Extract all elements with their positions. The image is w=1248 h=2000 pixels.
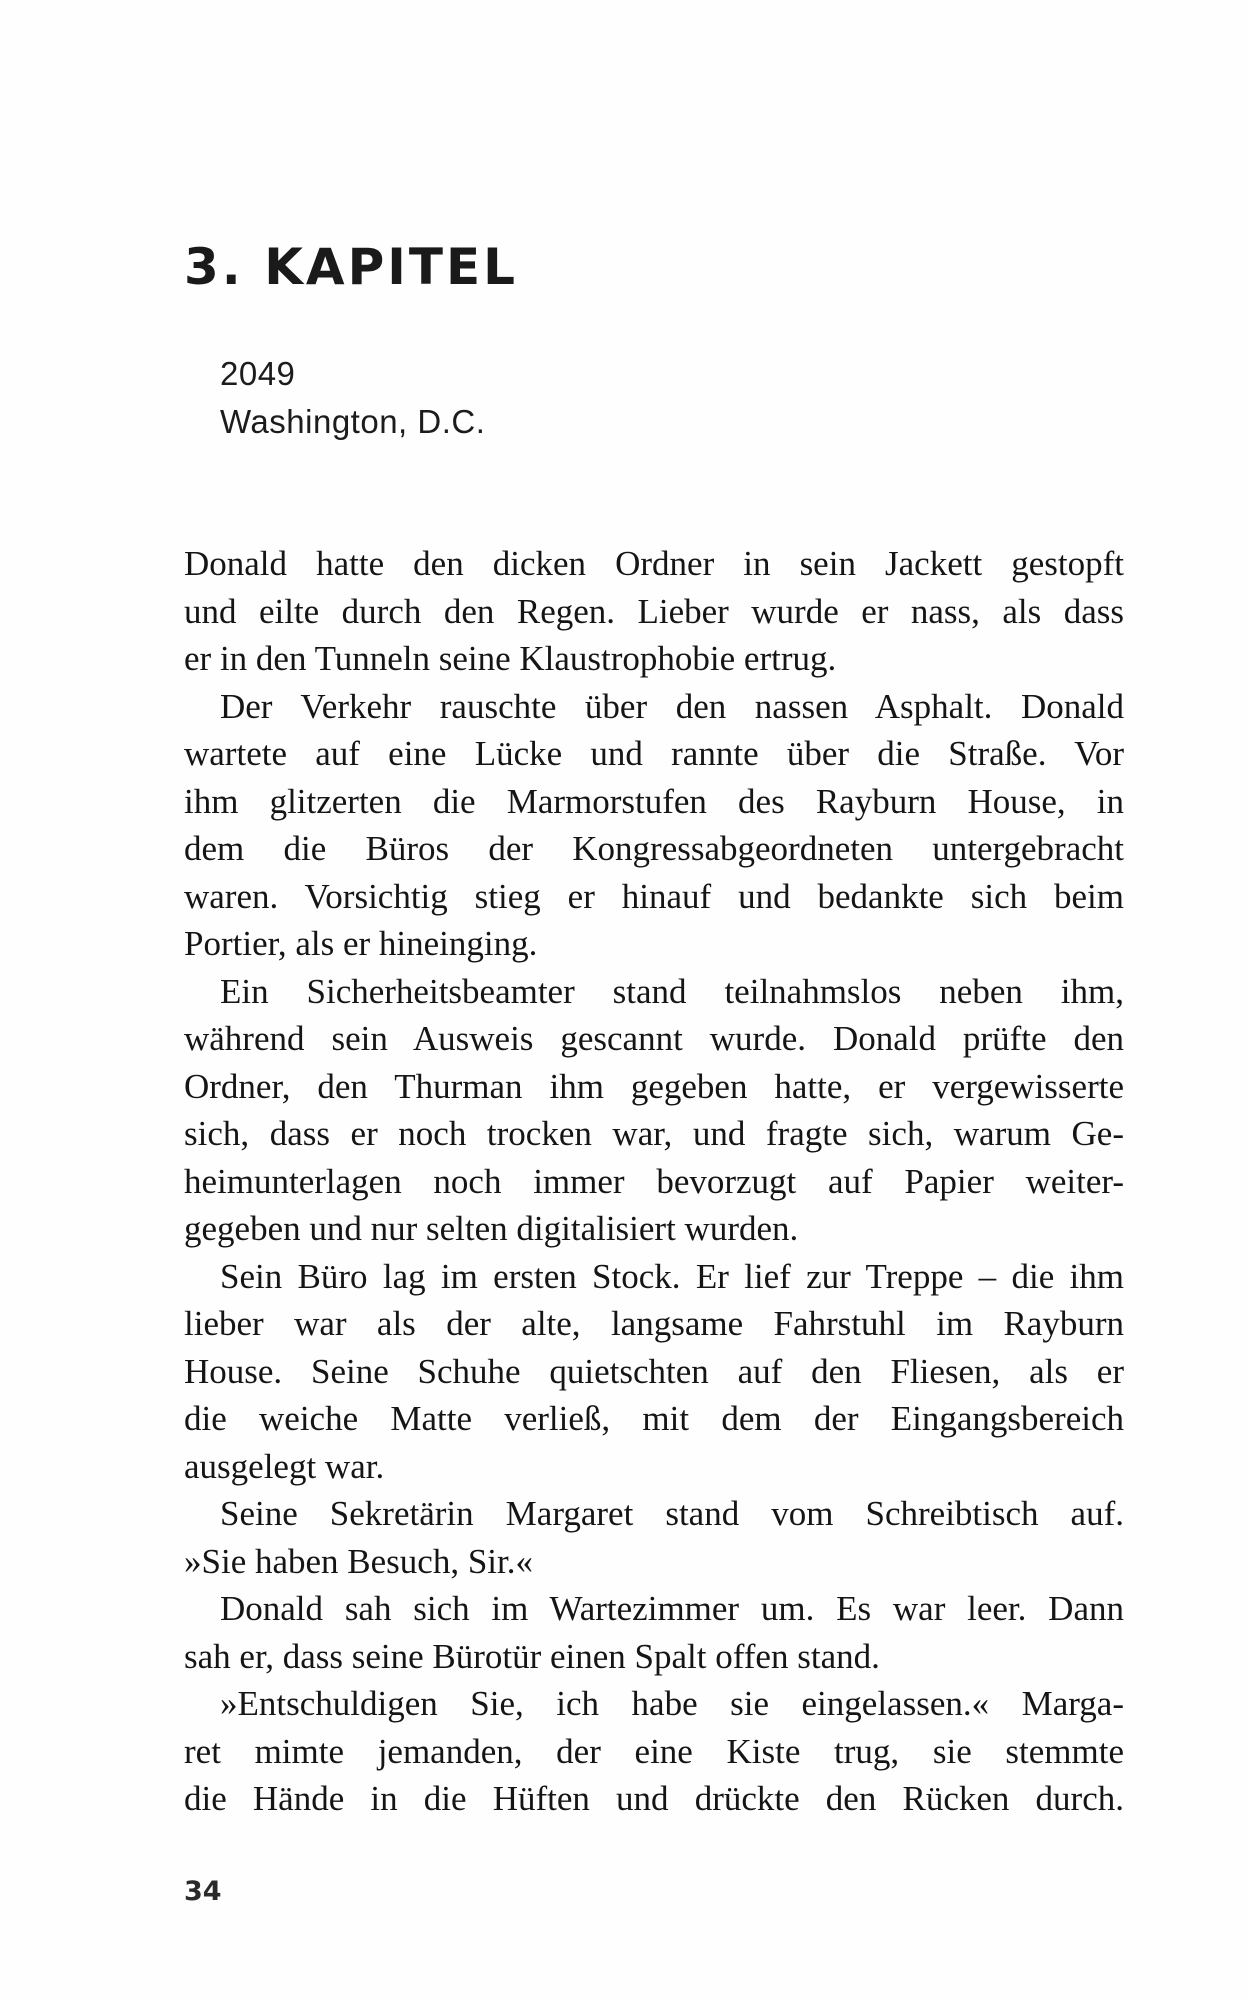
text-line: die Hände in die Hüften und drückte den Rücken durch. [184,1779,1124,1818]
paragraph [184,683,1124,968]
text-line: Portier, als er hineinging. [184,924,538,963]
paragraph [184,1680,1124,1823]
text-line: waren. Vorsichtig stieg er hinauf und bedankte sich beim [184,876,1124,916]
text-line: ihm glitzerten die Marmorstufen des Rayburn House, in [184,781,1124,821]
text-line: dem die Büros der Kongressabgeordneten untergebracht [184,829,1124,868]
text-line: sah er, dass seine Bürotür einen Spalt offen stand. [184,1636,880,1676]
text-line: ret mimte jemanden, der eine Kiste trug, sie stemmte [184,1731,1124,1771]
chapter-meta [220,350,485,446]
text-line: während sein Ausweis gescannt wurde. Donald prüfte den [184,1019,1124,1058]
chapter-location: Washington, D.C. [220,403,486,440]
text-line: Ordner, den Thurman ihm gegeben hatte, er vergewisserte [184,1066,1124,1106]
text-line: Der Verkehr rauschte über den nassen Asphalt. Donald [220,686,1124,726]
text-line: gegeben und nur selten digitalisiert wurden. [184,1209,799,1248]
text-line: House. Seine Schuhe quietschten auf den Fliesen, als er [184,1351,1124,1391]
text-line: lieber war als der alte, langsame Fahrstuhl im Rayburn [184,1304,1124,1343]
text-line: Donald hatte den dicken Ordner in sein Jackett gestopft [184,544,1124,583]
page-number: 34 [184,1876,222,1907]
text-line: Ein Sicherheitsbeamter stand teilnahmslos neben ihm, [220,971,1124,1011]
paragraph [184,540,1124,683]
text-line: Sein Büro lag im ersten Stock. Er lief zur Treppe – die ihm [220,1256,1124,1296]
paragraph [184,1490,1124,1585]
text-line: ausgelegt war. [184,1446,385,1486]
paragraph [184,1253,1124,1491]
body-text [184,540,1124,1823]
text-line: Donald sah sich im Wartezimmer um. Es war leer. Dann [220,1589,1124,1628]
text-line: wartete auf eine Lücke und rannte über die Straße. Vor [184,734,1124,773]
chapter-year: 2049 [220,355,296,392]
paragraph [184,1585,1124,1680]
text-line: »Entschuldigen Sie, ich habe sie eingelassen.« Marga- [220,1684,1124,1723]
text-line: die weiche Matte verließ, mit dem der Eingangsbereich [184,1399,1124,1438]
text-line: Seine Sekretärin Margaret stand vom Schreibtisch auf. [220,1494,1124,1533]
text-line: und eilte durch den Regen. Lieber wurde er nass, als dass [184,591,1124,631]
text-line: heimunterlagen noch immer bevorzugt auf Papier weiter- [184,1161,1124,1201]
text-line: »Sie haben Besuch, Sir.« [184,1541,533,1581]
paragraph [184,968,1124,1253]
text-line: er in den Tunneln seine Klaustrophobie ertrug. [184,639,837,678]
text-line: sich, dass er noch trocken war, und fragte sich, warum Ge- [184,1114,1124,1153]
chapter-title: 3. KAPITEL [184,238,519,296]
